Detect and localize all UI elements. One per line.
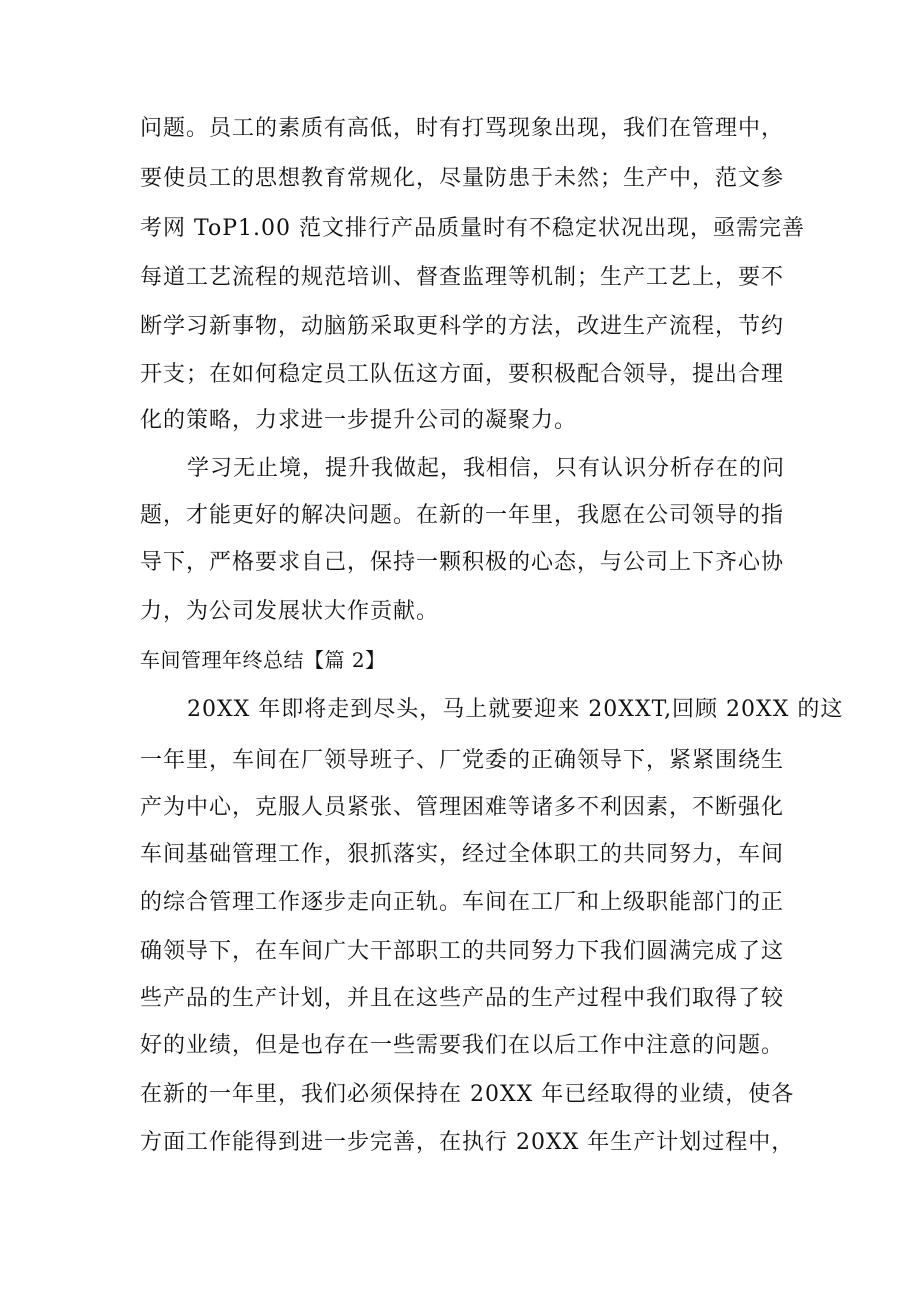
text-line: 每道工艺流程的规范培训、督查监理等机制；生产工艺上，要不	[140, 265, 785, 290]
text-line: 确领导下，在车间广大干部职工的共同努力下我们圆满完成了这	[140, 939, 785, 964]
text-line: 一年里，车间在厂领导班子、厂党委的正确领导下，紧紧围绕生	[140, 748, 785, 773]
section-heading: 车间管理年终总结【篇 2】	[140, 648, 386, 672]
text-line: 考网 ToP1.00 范文排行产品质量时有不稳定状况出现，亟需完善	[140, 216, 805, 241]
text-line: 力，为公司发展状大作贡献。	[140, 599, 440, 624]
text-line: 20XX 年即将走到尽头，马上就要迎来 20XXT,回顾 20XX 的这	[187, 697, 844, 722]
text-line: 要使员工的思想教育常规化，尽量防患于未然；生产中，范文参	[140, 166, 785, 191]
text-line: 问题。员工的素质有高低，时有打骂现象出现，我们在管理中，	[140, 116, 785, 141]
text-line: 方面工作能得到进一步完善，在执行 20XX 年生产计划过程中，	[140, 1130, 795, 1155]
text-line: 产为中心，克服人员紧张、管理困难等诸多不利因素，不断强化	[140, 795, 785, 820]
text-line: 断学习新事物，动脑筋采取更科学的方法，改进生产流程，节约	[140, 314, 785, 339]
text-line: 学习无止境，提升我做起，我相信，只有认识分析存在的问	[187, 456, 786, 481]
text-line: 题，才能更好的解决问题。在新的一年里，我愿在公司领导的指	[140, 503, 785, 528]
text-line: 的综合管理工作逐步走向正轨。车间在工厂和上级职能部门的正	[140, 890, 785, 915]
text-line: 导下，严格要求自己，保持一颗积极的心态，与公司上下齐心协	[140, 550, 785, 575]
text-line: 在新的一年里，我们必须保持在 20XX 年已经取得的业绩，使各	[140, 1082, 795, 1107]
text-line: 化的策略，力求进一步提升公司的凝聚力。	[140, 408, 578, 433]
text-line: 车间基础管理工作，狠抓落实，经过全体职工的共同努力，车间	[140, 842, 785, 867]
text-line: 开支；在如何稳定员工队伍这方面，要积极配合领导，提出合理	[140, 362, 785, 387]
text-line: 些产品的生产计划，并且在这些产品的生产过程中我们取得了较	[140, 986, 785, 1011]
text-line: 好的业绩，但是也存在一些需要我们在以后工作中注意的问题。	[140, 1033, 785, 1058]
